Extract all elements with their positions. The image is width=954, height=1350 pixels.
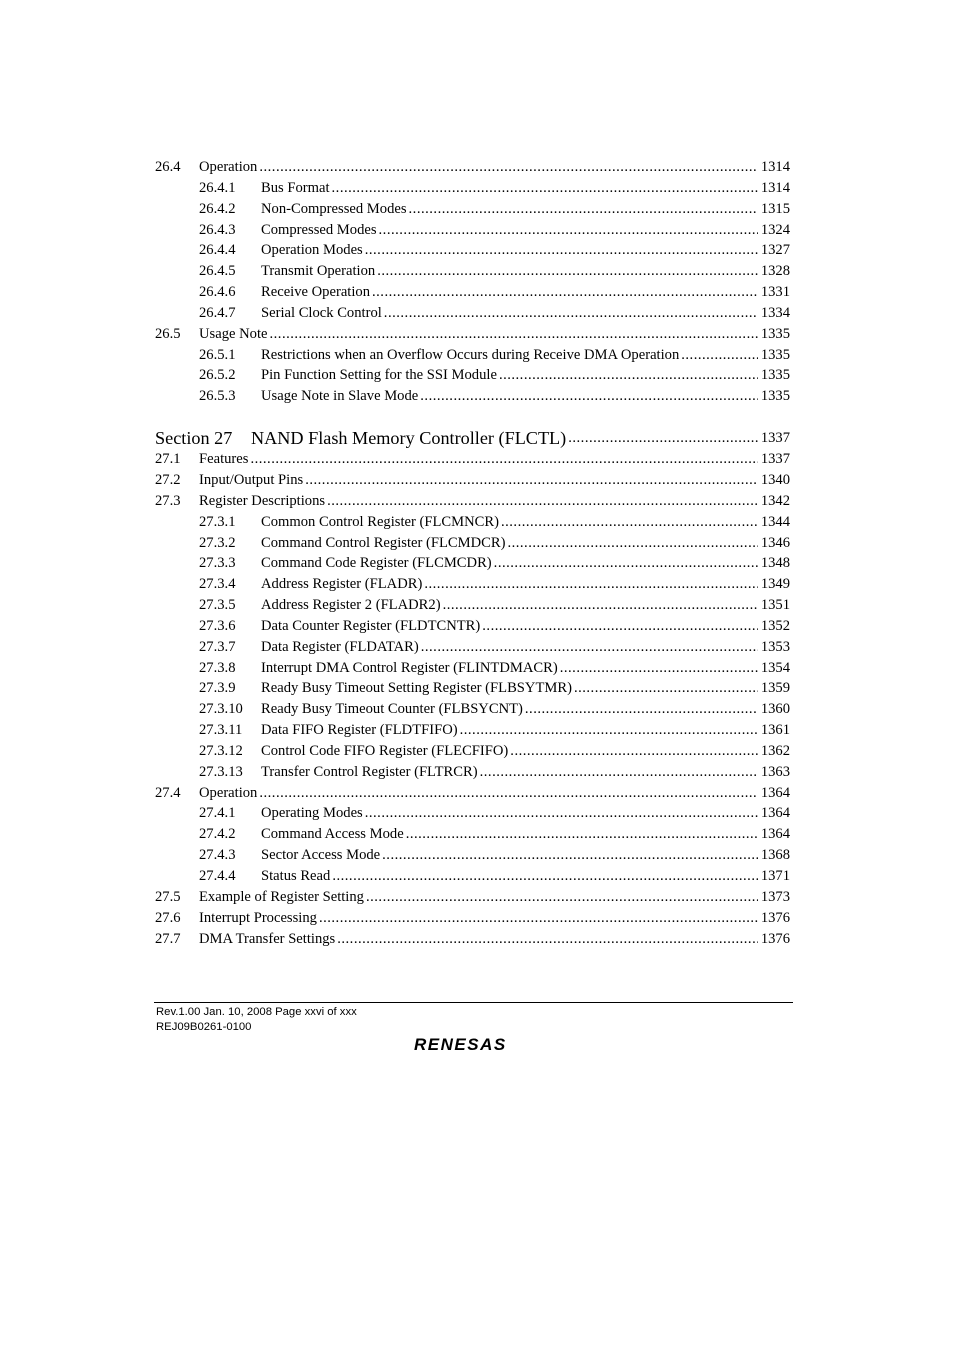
toc-entry[interactable] bbox=[155, 157, 790, 178]
toc-entry[interactable] bbox=[155, 240, 790, 261]
entry-number: 27.7 bbox=[155, 930, 181, 947]
page-number: 1346 bbox=[760, 534, 790, 551]
page-number: 1359 bbox=[760, 680, 790, 697]
entry-title: Common Control Register (FLCMNCR) bbox=[261, 513, 499, 530]
leader-dots bbox=[365, 803, 758, 824]
toc-entry[interactable] bbox=[155, 678, 790, 699]
page-number: 1364 bbox=[760, 826, 790, 843]
leader-dots bbox=[377, 261, 758, 282]
toc-entry[interactable] bbox=[155, 470, 790, 491]
leader-dots bbox=[681, 345, 758, 366]
toc-entry[interactable] bbox=[155, 783, 790, 804]
leader-dots bbox=[332, 866, 757, 887]
leader-dots bbox=[337, 929, 758, 950]
page-number: 1327 bbox=[760, 242, 790, 259]
entry-title: Receive Operation bbox=[261, 284, 370, 301]
entry-number: 26.5.3 bbox=[199, 388, 236, 405]
page-number: 1376 bbox=[760, 930, 790, 947]
entry-number: 27.3.11 bbox=[199, 722, 243, 739]
leader-dots bbox=[382, 845, 758, 866]
entry-number: 27.3.10 bbox=[199, 701, 243, 718]
toc-entry[interactable] bbox=[155, 887, 790, 908]
entry-number: 27.2 bbox=[155, 471, 181, 488]
section-heading[interactable] bbox=[155, 407, 790, 449]
entry-title: DMA Transfer Settings bbox=[199, 930, 336, 947]
entry-title: Data Counter Register (FLDTCNTR) bbox=[261, 617, 481, 634]
entry-title: Non-Compressed Modes bbox=[261, 200, 407, 217]
toc-entry[interactable] bbox=[155, 491, 790, 512]
toc-entry[interactable] bbox=[155, 803, 790, 824]
leader-dots bbox=[365, 240, 758, 261]
leader-dots bbox=[510, 741, 758, 762]
entry-number: 27.3.2 bbox=[199, 534, 236, 551]
toc-group-section-26 bbox=[155, 157, 790, 407]
leader-dots bbox=[443, 595, 758, 616]
page-number: 1349 bbox=[760, 576, 790, 593]
entry-number: 27.4.3 bbox=[199, 847, 236, 864]
toc-entry[interactable] bbox=[155, 261, 790, 282]
page-number: 1360 bbox=[760, 701, 790, 718]
toc-entry[interactable] bbox=[155, 699, 790, 720]
entry-title: Compressed Modes bbox=[261, 221, 377, 238]
leader-dots bbox=[420, 386, 758, 407]
leader-dots bbox=[568, 428, 758, 448]
table-of-contents bbox=[155, 157, 790, 949]
toc-entry[interactable] bbox=[155, 824, 790, 845]
toc-entry[interactable] bbox=[155, 595, 790, 616]
leader-dots bbox=[499, 365, 758, 386]
leader-dots bbox=[250, 449, 757, 470]
entry-title: Operation bbox=[199, 159, 258, 175]
entry-number: 27.4.2 bbox=[199, 826, 236, 843]
leader-dots bbox=[366, 887, 758, 908]
entry-title: Usage Note in Slave Mode bbox=[261, 388, 419, 405]
leader-dots bbox=[560, 658, 758, 679]
toc-entry[interactable] bbox=[155, 345, 790, 366]
entry-title: Address Register (FLADR) bbox=[261, 576, 423, 593]
entry-title: Command Code Register (FLCMCDR) bbox=[261, 555, 492, 572]
entry-number: 26.5 bbox=[155, 325, 181, 342]
toc-entry[interactable] bbox=[155, 658, 790, 679]
toc-entry[interactable] bbox=[155, 762, 790, 783]
toc-entry[interactable] bbox=[155, 553, 790, 574]
page-number: 1373 bbox=[760, 888, 790, 905]
entry-title: Interrupt Processing bbox=[199, 909, 317, 926]
toc-entry[interactable] bbox=[155, 637, 790, 658]
page-number: 1340 bbox=[760, 471, 790, 488]
leader-dots bbox=[501, 512, 758, 533]
page-number: 1371 bbox=[760, 868, 790, 884]
page-number: 1364 bbox=[760, 805, 790, 822]
entry-title: Ready Busy Timeout Counter (FLBSYCNT) bbox=[261, 701, 523, 718]
toc-entry[interactable] bbox=[155, 845, 790, 866]
page-number: 1362 bbox=[760, 742, 790, 759]
page-number: 1354 bbox=[760, 659, 790, 676]
section-label: Section 27 bbox=[155, 428, 233, 449]
toc-entry[interactable] bbox=[155, 512, 790, 533]
leader-dots bbox=[327, 491, 758, 512]
entry-number: 27.3 bbox=[155, 492, 181, 509]
page-number: 1352 bbox=[760, 617, 790, 634]
page-number: 1324 bbox=[760, 221, 790, 238]
entry-title: Input/Output Pins bbox=[199, 471, 304, 488]
entry-number: 27.3.1 bbox=[199, 513, 236, 530]
entry-title: Command Access Mode bbox=[261, 826, 404, 843]
entry-title: Serial Clock Control bbox=[261, 304, 382, 321]
entry-title: Transfer Control Register (FLTRCR) bbox=[261, 763, 478, 780]
entry-title: Operating Modes bbox=[261, 805, 363, 822]
footer-divider bbox=[154, 1002, 793, 1003]
entry-title: Bus Format bbox=[261, 179, 330, 196]
page-number: 1335 bbox=[760, 388, 790, 405]
renesas-logo bbox=[414, 1035, 534, 1053]
page-number: 1351 bbox=[760, 597, 790, 614]
entry-title: Operation Modes bbox=[261, 242, 363, 259]
toc-entry[interactable] bbox=[155, 449, 790, 470]
entry-number: 27.5 bbox=[155, 888, 181, 905]
leader-dots bbox=[332, 178, 758, 199]
leader-dots bbox=[384, 303, 758, 324]
entry-number: 27.3.6 bbox=[199, 617, 236, 634]
entry-title: Interrupt DMA Control Register (FLINTDMACR) bbox=[261, 659, 558, 676]
toc-entry[interactable] bbox=[155, 574, 790, 595]
entry-number: 26.4.3 bbox=[199, 221, 236, 238]
page-number: 1342 bbox=[760, 492, 790, 509]
toc-entry[interactable] bbox=[155, 908, 790, 929]
toc-entry[interactable] bbox=[155, 741, 790, 762]
footer-doc-number: REJ09B0261-0100 bbox=[156, 1021, 252, 1033]
entry-title: Status Read bbox=[261, 868, 331, 884]
entry-number: 26.5.2 bbox=[199, 367, 236, 384]
entry-number: 26.4 bbox=[155, 159, 181, 175]
page-number: 1335 bbox=[760, 367, 790, 384]
toc-entry[interactable] bbox=[155, 199, 790, 220]
leader-dots bbox=[482, 616, 758, 637]
page-number: 1364 bbox=[760, 784, 790, 801]
entry-number: 27.3.3 bbox=[199, 555, 236, 572]
entry-title: Example of Register Setting bbox=[199, 888, 364, 905]
toc-entry[interactable] bbox=[155, 282, 790, 303]
leader-dots bbox=[259, 783, 757, 804]
entry-number: 27.1 bbox=[155, 451, 181, 468]
page-number: 1368 bbox=[760, 847, 790, 864]
entry-number: 27.3.9 bbox=[199, 680, 236, 697]
entry-number: 26.4.2 bbox=[199, 200, 236, 217]
toc-entry[interactable] bbox=[155, 178, 790, 199]
entry-number: 27.4.1 bbox=[199, 805, 236, 822]
leader-dots bbox=[259, 157, 757, 178]
entry-number: 27.3.5 bbox=[199, 597, 236, 614]
entry-number: 26.4.5 bbox=[199, 263, 236, 280]
section-title: NAND Flash Memory Controller (FLCTL) bbox=[251, 428, 567, 449]
entry-title: Usage Note bbox=[199, 325, 268, 342]
leader-dots bbox=[421, 637, 758, 658]
toc-entry[interactable] bbox=[155, 929, 790, 950]
toc-group-section-27 bbox=[155, 449, 790, 949]
entry-number: 26.5.1 bbox=[199, 346, 236, 363]
page-number: 1363 bbox=[760, 763, 790, 780]
footer-revision: Rev.1.00 Jan. 10, 2008 Page xxvi of xxx bbox=[156, 1006, 357, 1018]
entry-number: 27.3.7 bbox=[199, 638, 236, 655]
entry-title: Transmit Operation bbox=[261, 263, 376, 280]
entry-number: 27.3.12 bbox=[199, 742, 243, 759]
leader-dots bbox=[409, 199, 758, 220]
toc-entry[interactable] bbox=[155, 324, 790, 345]
page-number: 1353 bbox=[760, 638, 790, 655]
page-number: 1314 bbox=[760, 179, 790, 196]
entry-number: 27.6 bbox=[155, 909, 181, 926]
leader-dots bbox=[494, 553, 758, 574]
page-number: 1314 bbox=[760, 159, 790, 175]
page-number: 1361 bbox=[760, 722, 790, 739]
leader-dots bbox=[270, 324, 758, 345]
entry-number: 27.3.8 bbox=[199, 659, 236, 676]
entry-number: 27.4 bbox=[155, 784, 181, 801]
page-number: 1335 bbox=[760, 325, 790, 342]
leader-dots bbox=[305, 470, 758, 491]
leader-dots bbox=[319, 908, 758, 929]
entry-title: Control Code FIFO Register (FLECFIFO) bbox=[261, 742, 509, 759]
page-number: 1334 bbox=[760, 304, 790, 321]
leader-dots bbox=[424, 574, 757, 595]
entry-title: Data FIFO Register (FLDTFIFO) bbox=[261, 722, 458, 739]
leader-dots bbox=[379, 220, 758, 241]
entry-number: 27.3.4 bbox=[199, 576, 236, 593]
entry-title: Ready Busy Timeout Setting Register (FLBSYTMR) bbox=[261, 680, 572, 697]
page-number: 1337 bbox=[760, 430, 790, 447]
toc-entry[interactable] bbox=[155, 866, 790, 887]
entry-number: 26.4.6 bbox=[199, 284, 236, 301]
entry-number: 26.4.7 bbox=[199, 304, 236, 321]
page-number: 1315 bbox=[760, 200, 790, 217]
entry-number: 26.4.4 bbox=[199, 242, 236, 259]
leader-dots bbox=[507, 533, 757, 554]
entry-title: Data Register (FLDATAR) bbox=[261, 638, 419, 655]
toc-entry[interactable] bbox=[155, 303, 790, 324]
page-number: 1344 bbox=[760, 513, 790, 530]
entry-title: Features bbox=[199, 451, 249, 468]
leader-dots bbox=[574, 678, 758, 699]
leader-dots bbox=[406, 824, 758, 845]
page-number: 1335 bbox=[760, 346, 790, 363]
leader-dots bbox=[372, 282, 758, 303]
page-number: 1337 bbox=[760, 451, 790, 468]
entry-title: Address Register 2 (FLADR2) bbox=[261, 597, 441, 614]
entry-number: 27.3.13 bbox=[199, 763, 243, 780]
entry-title: Restrictions when an Overflow Occurs during Receive DMA Operation bbox=[261, 346, 680, 363]
leader-dots bbox=[480, 762, 758, 783]
toc-entry[interactable] bbox=[155, 720, 790, 741]
page-number: 1376 bbox=[760, 909, 790, 926]
page-number: 1348 bbox=[760, 555, 790, 572]
svg-text:RENESAS: RENESAS bbox=[414, 1035, 507, 1053]
toc-entry[interactable] bbox=[155, 533, 790, 554]
toc-entry[interactable] bbox=[155, 386, 790, 407]
toc-entry[interactable] bbox=[155, 365, 790, 386]
entry-title: Register Descriptions bbox=[199, 492, 326, 509]
entry-title: Pin Function Setting for the SSI Module bbox=[261, 367, 497, 384]
toc-entry[interactable] bbox=[155, 220, 790, 241]
page-number: 1331 bbox=[760, 284, 790, 301]
toc-entry[interactable] bbox=[155, 616, 790, 637]
entry-number: 27.4.4 bbox=[199, 868, 236, 884]
entry-title: Command Control Register (FLCMDCR) bbox=[261, 534, 506, 551]
entry-number: 26.4.1 bbox=[199, 179, 236, 196]
entry-title: Sector Access Mode bbox=[261, 847, 381, 864]
leader-dots bbox=[460, 720, 758, 741]
page-number: 1328 bbox=[760, 263, 790, 280]
leader-dots bbox=[525, 699, 758, 720]
entry-title: Operation bbox=[199, 784, 258, 801]
